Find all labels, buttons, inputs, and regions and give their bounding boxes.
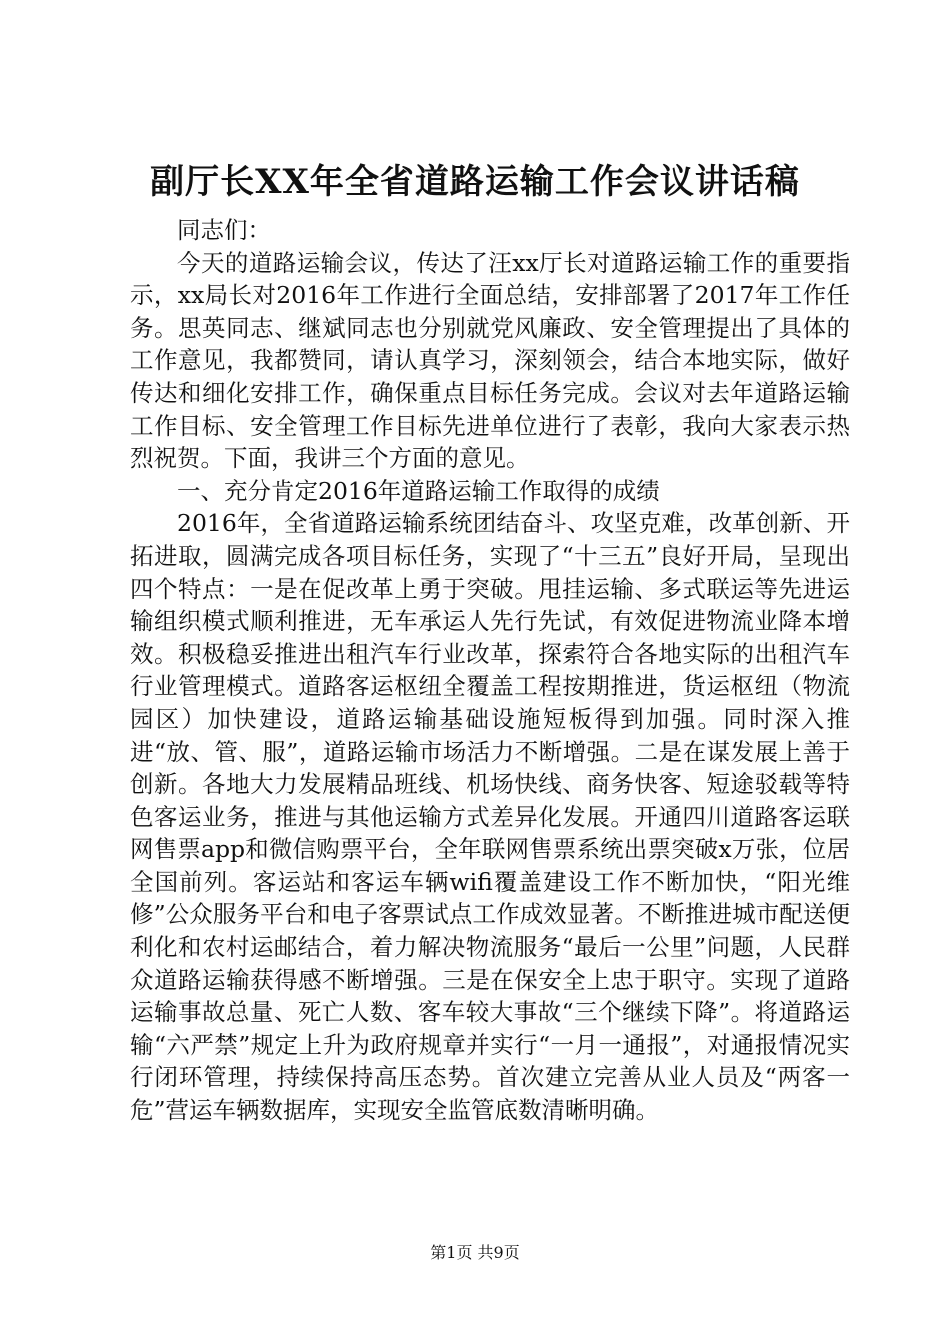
- document-body: [130, 214, 850, 1127]
- document-title: 副厅长XX年全省道路运输工作会议讲话稿: [150, 162, 800, 202]
- section-heading: 一、充分肯定2016年道路运输工作取得的成绩: [177, 476, 660, 505]
- paragraph-intro: 今天的道路运输会议，传达了汪xx厅长对道路运输工作的重要指示，xx局长对2016年工作进行全面总结，安排部署了2017年工作任务。思英同志、继斌同志也分别就党风廉政、安全管理提出了具体的工作意见，我都赞同，请认真学习，深刻领会，结合本地实际，做好传达和细化安排工作，确保重点目标任务完成。会议对去年道路运输工作目标、安全管理工作目标先进单位进行了表彰，我向大家表示热烈祝贺。下面，我讲三个方面的意见。: [130, 248, 850, 473]
- page-footer: 第1页 共9页: [430, 1243, 520, 1262]
- salutation: 同志们：: [177, 216, 271, 244]
- paragraph-achievements: 2016年，全省道路运输系统团结奋斗、攻坚克难，改革创新、开拓进取，圆满完成各项目标任务，实现了“十三五”良好开局，呈现出四个特点：一是在促改革上勇于突破。甩挂运输、多式联运等先进运输组织模式顺利推进，无车承运人先行先试，有效促进物流业降本增效。积极稳妥推进出租汽车行业改革，探索符合各地实际的出租汽车行业管理模式。道路客运枢纽全覆盖工程按期推进，货运枢纽（物流园区）加快建设，道路运输基础设施短板得到加强。同时深入推进“放、管、服”，道路运输市场活力不断增强。二是在谋发展上善于创新。各地大力发展精品班线、机场快线、商务快客、短途驳载等特色客运业务，推进与其他运输方式差异化发展。开通四川道路客运联网售票app和微信购票平台，全年联网售票系统出票突破x万张，位居全国前列。客运站和客运车辆wifi覆盖建设工作不断加快，“阳光维修”公众服务平台和电子客票试点工作成效显著。不断推进城市配送便利化和农村运邮结合，着力解决物流服务“最后一公里”问题，人民群众道路运输获得感不断增强。三是在保安全上忠于职守。实现了道路运输事故总量、死亡人数、客车较大事故“三个继续下降”。将道路运输“六严禁”规定上升为政府规章并实行“一月一通报”，对通报情况实行闭环管理，持续保持高压态势。首次建立完善从业人员及“两客一危”营运车辆数据库，实现安全监管底数清晰明确。: [130, 509, 850, 1125]
